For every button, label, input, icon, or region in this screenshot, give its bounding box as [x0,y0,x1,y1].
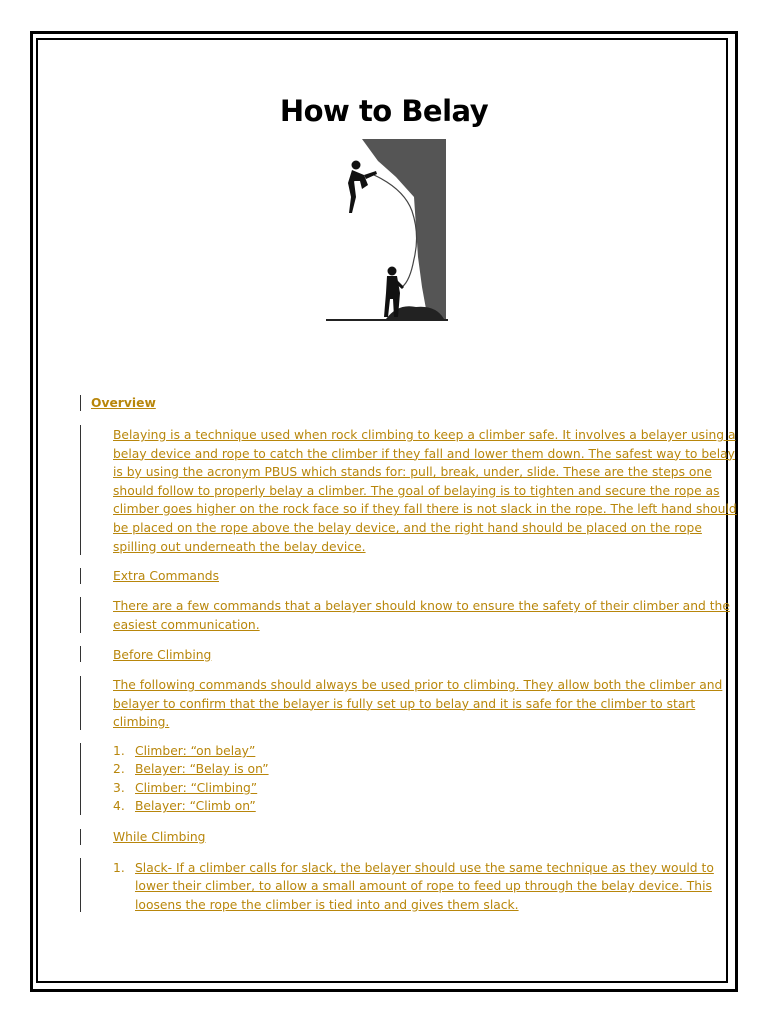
while-climbing-heading: While Climbing [113,830,206,844]
while-climbing-item: 1. Slack- If a climber calls for slack, the belayer should use the same technique as they would to [113,861,714,875]
climbing-illustration [326,137,448,321]
change-bar [80,597,81,633]
change-bar [80,425,81,555]
change-bar [80,743,81,815]
list-item: 3. Climber: “Climbing” [113,781,258,795]
overview-paragraph: Belaying is a technique used when rock climbing to keep a climber safe. It involves a belayer using a belay device and rope to catch the climber if they fall and lower them down. The safest way to belay is by using the acronym PBUS which stands for: pull, break, under, slide. These are the steps one should follow to properly belay a climber. The goal of belaying is to tighten and secure the rope as climber goes higher on the rock face so if they fall there is not slack in the rope. The left hand should be placed on the rope above the belay device, and the right hand should be placed on the rope spilling out underneath the belay device. [113,428,737,554]
climber-figure [348,161,377,214]
before-climbing-heading: Before Climbing [113,648,212,662]
rock-face [362,139,446,320]
before-climbing-paragraph: The following commands should always be used prior to climbing. They allow both the climber and belayer to confirm that the belayer is fully set up to belay and it is safe for the climber to start climbing. [113,678,723,730]
change-bar [80,568,81,584]
change-bar [80,829,81,845]
change-bar [80,858,81,912]
document-title: How to Belay [279,94,489,128]
overview-heading: Overview [91,396,156,410]
change-bar [80,646,81,662]
list-item: 2. Belayer: “Belay is on” [113,762,269,776]
change-bar [80,395,81,411]
extra-commands-paragraph: There are a few commands that a belayer should know to ensure the safety of their climber and the easiest communication. [113,599,730,632]
list-item: 4. Belayer: “Climb on” [113,799,256,813]
extra-commands-heading: Extra Commands [113,569,219,583]
while-climbing-item-continued: lower their climber, to allow a small amount of rope to feed up through the belay device. This loosens the rope the climber is tied into and gives them slack. [135,879,712,912]
list-item: 1. Climber: “on belay” [113,744,256,758]
change-bar [80,676,81,730]
ground [326,319,448,321]
